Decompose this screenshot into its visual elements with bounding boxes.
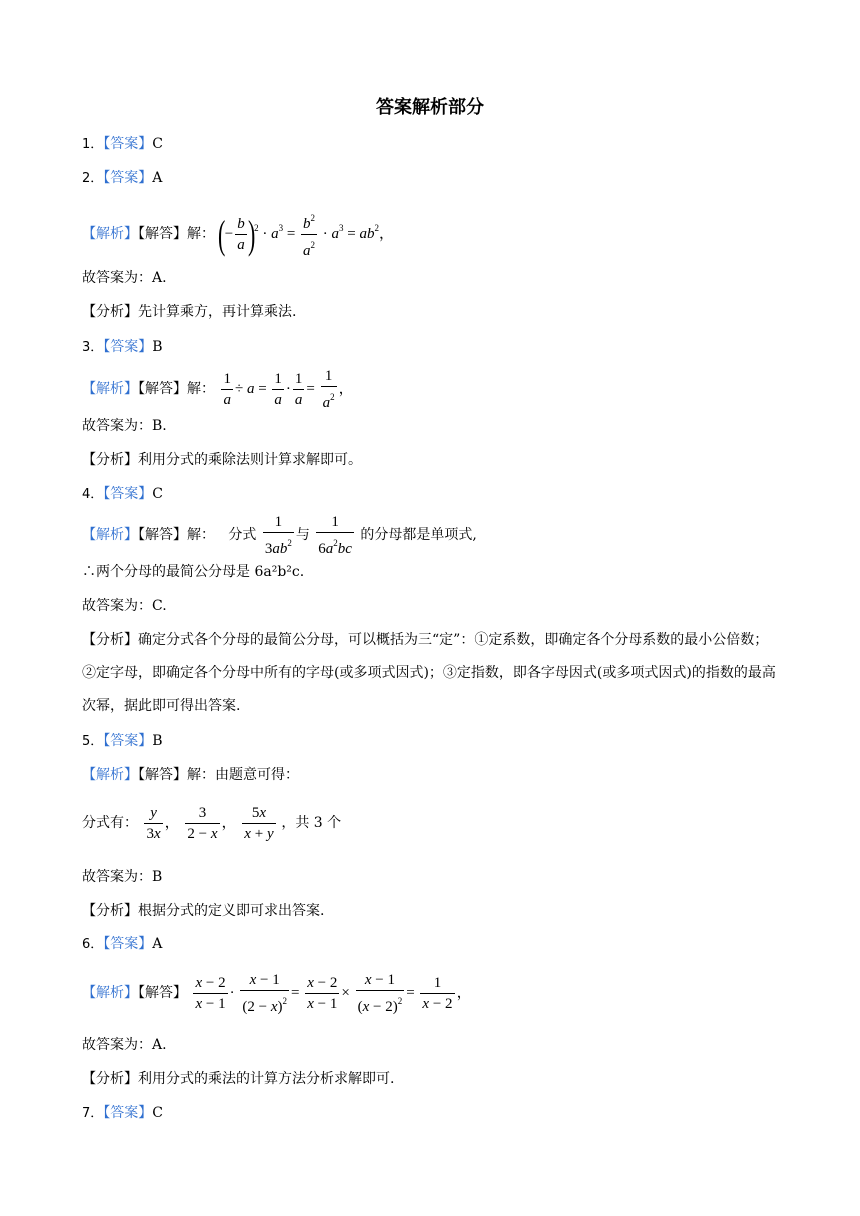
answer-line-4: 4．【答案】C [82, 486, 163, 502]
answer-line-2: 2．【答案】A [82, 170, 163, 186]
answer-line-1: 1．【答案】C [82, 136, 163, 152]
solution-line-6: 【解析】【解答】 $\frac{x - 2}{x - 1}$ · $\frac{x - 1}{(2 - x)^2}$ = $\frac{x - 2}{x - 1}$ × $\frac{x - 1}{(x - 2)^2}$ = $\frac{1}{x - 2}$ ， [82, 972, 472, 1016]
fractions-line-5: 分式有： $\frac{y}{3x}$ ， $\frac{3}{2 - x}$ ， $\frac{5x}{x + y}$ ，共 3 个 [82, 805, 342, 843]
therefore-4: ∴两个分母的最简公分母是 6a²b²c. [82, 564, 305, 580]
conclusion-3: 故答案为：B. [82, 418, 167, 434]
conclusion-6: 故答案为：A. [82, 1037, 167, 1053]
solution-line-4: 【解析】【解答】解： 分式 $\frac{1}{3ab^2}$ 与 $\frac{1}{6a^2bc}$ 的分母都是单项式, [82, 514, 477, 557]
solution-line-5: 【解析】【解答】解：由题意可得： [82, 767, 299, 783]
fraction-4b: $\frac{1}{6a^2bc}$ [318, 514, 352, 557]
fenxi-6: 【分析】利用分式的乘法的计算方法分析求解即可. [82, 1071, 395, 1087]
answer-line-3: 3．【答案】B [82, 339, 163, 355]
conclusion-4: 故答案为：C. [82, 598, 167, 614]
fenxi-2: 【分析】先计算乘方，再计算乘法. [82, 304, 297, 320]
fractions-5: $\frac{y}{3x}$ ， $\frac{3}{2 - x}$ ， $\frac{5x}{x + y}$ [146, 805, 274, 843]
formula-2: (− $\frac{b}{a}$ )$^2 \cdot a^3$ = $\frac{b^2}{a^2}$ · $a^3 = ab^2$， [219, 226, 394, 242]
solution-line-3: 【解析】【解答】解： $\frac{1}{a}$ ÷ a = $\frac{1}{a}$ · $\frac{1}{a}$ = $\frac{1}{a^2}$ ， [82, 368, 354, 411]
fraction-4a: $\frac{1}{3ab^2}$ [264, 514, 292, 557]
formula-6: $\frac{x - 2}{x - 1}$ · $\frac{x - 1}{(2 - x)^2}$ = $\frac{x - 2}{x - 1}$ × $\frac{x - 1}{(x - 2)^2}$ = $\frac{1}{x - 2}$ ， [195, 972, 472, 1016]
formula-3: $\frac{1}{a}$ ÷ a = $\frac{1}{a}$ · $\frac{1}{a}$ = $\frac{1}{a^2}$ ， [223, 368, 354, 411]
conclusion-2: 故答案为：A. [82, 270, 167, 286]
answer-line-7: 7．【答案】C [82, 1105, 163, 1121]
page-title: 答案解析部分 [376, 97, 484, 118]
answer-line-6: 6．【答案】A [82, 936, 163, 952]
solution-line-2: 【解析】【解答】解： (− $\frac{b}{a}$ )$^2 \cdot a^3$ = $\frac{b^2}{a^2}$ · $a^3 = ab^2$， [82, 200, 394, 263]
answer-line-5: 5．【答案】B [82, 733, 163, 749]
fenxi-3: 【分析】利用分式的乘除法则计算求解即可。 [82, 452, 362, 468]
fenxi-5: 【分析】根据分式的定义即可求出答案. [82, 903, 325, 919]
fenxi-4: 【分析】确定分式各个分母的最简公分母，可以概括为三“定”：①定系数，即确定各个分母系数的最小公倍数；②定字母，即确定各个分母中所有的字母(或多项式因式)；③定指数，即各字母因式(或多项式因式)的指数的最高次幂，据此即可得出答案. [82, 632, 776, 714]
conclusion-5: 故答案为：B [82, 869, 163, 885]
